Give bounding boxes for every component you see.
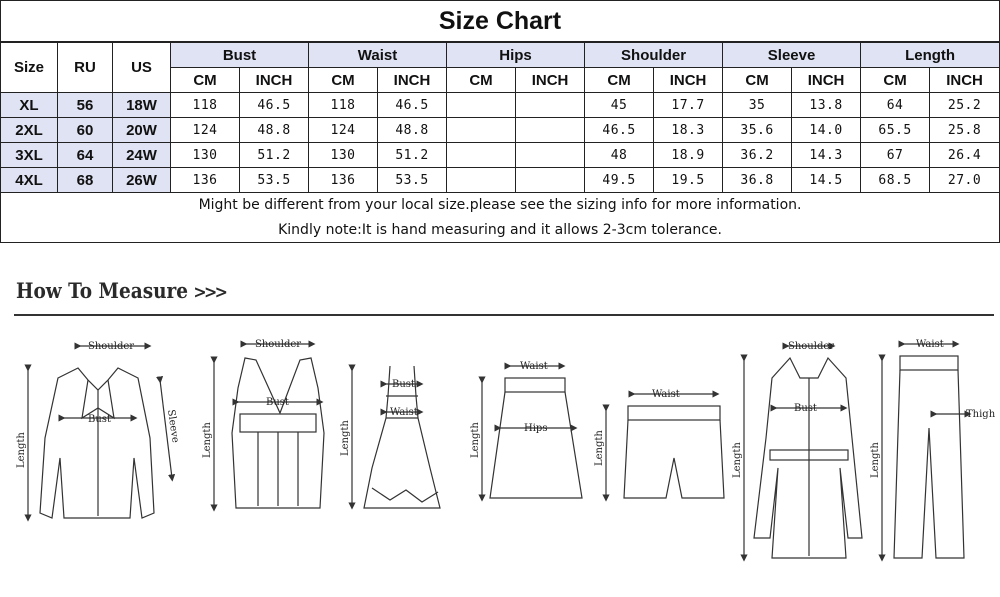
shoulder-inch-cell: 19.5 [654,168,723,193]
size-header: Size [1,43,58,93]
waist-inch-cell: 46.5 [378,93,447,118]
unit-cm: CM [447,68,516,93]
garment-illustrations [0,318,1000,597]
waist-cm-cell: 130 [309,143,378,168]
unit-inch: INCH [516,68,585,93]
hips-inch-cell [516,168,585,193]
hips-cm-cell [447,93,516,118]
sleeve-inch-cell: 14.0 [792,118,861,143]
us-cell: 20W [113,118,171,143]
shoulder-inch-cell: 18.3 [654,118,723,143]
label-length: Length [202,422,213,458]
sleeve-cm-cell: 35.6 [723,118,792,143]
shoulder-inch-cell: 18.9 [654,143,723,168]
unit-inch: INCH [240,68,309,93]
label-length: Length [870,442,881,478]
waist-inch-cell: 51.2 [378,143,447,168]
length-inch-cell: 26.4 [930,143,1000,168]
hips-header: Hips [447,43,585,68]
coat-figure [744,346,862,558]
how-to-measure-title [16,278,225,303]
waist-header: Waist [309,43,447,68]
ru-cell: 60 [58,118,113,143]
label-length: Length [16,432,27,468]
label-bust: Bust [88,414,111,425]
waist-cm-cell: 124 [309,118,378,143]
us-cell: 26W [113,168,171,193]
unit-cm: CM [171,68,240,93]
hips-inch-cell [516,143,585,168]
note-row [1,193,1000,218]
shoulder-cm-cell: 48 [585,143,654,168]
bust-inch-cell: 51.2 [240,143,309,168]
table-row [1,143,1000,168]
label-waist: Waist [520,361,548,372]
hips-cm-cell [447,168,516,193]
ru-cell: 56 [58,93,113,118]
sleeve-cm-cell: 36.2 [723,143,792,168]
length-header: Length [861,43,1000,68]
how-to-measure-section [0,248,1000,597]
table-row [1,168,1000,193]
ru-cell: 64 [58,143,113,168]
hips-inch-cell [516,118,585,143]
size-cell: XL [1,93,58,118]
section-divider [14,314,994,316]
label-length: Length [732,442,743,478]
us-cell: 24W [113,143,171,168]
length-cm-cell: 68.5 [861,168,930,193]
how-to-measure-heading: How To Measure [16,278,189,303]
label-bust: Bust [392,379,415,390]
sleeve-header: Sleeve [723,43,861,68]
hips-inch-cell [516,93,585,118]
unit-cm: CM [309,68,378,93]
table-row [1,93,1000,118]
hips-cm-cell [447,118,516,143]
blouse-figure [28,346,172,518]
shoulder-cm-cell: 49.5 [585,168,654,193]
unit-inch: INCH [930,68,1000,93]
sleeve-cm-cell: 36.8 [723,168,792,193]
length-inch-cell: 25.2 [930,93,1000,118]
waist-inch-cell: 48.8 [378,118,447,143]
bust-header: Bust [171,43,309,68]
label-length: Length [470,422,481,458]
label-bust: Bust [266,397,289,408]
table-row [1,118,1000,143]
label-shoulder: Shoulder [88,341,135,352]
group-header-row [1,43,1000,68]
sleeve-inch-cell: 14.5 [792,168,861,193]
waist-cm-cell: 118 [309,93,378,118]
shoulder-header: Shoulder [585,43,723,68]
label-bust: Bust [794,403,817,414]
unit-inch: INCH [792,68,861,93]
size-cell: 3XL [1,143,58,168]
length-inch-cell: 25.8 [930,118,1000,143]
size-chart-title: Size Chart [0,0,1000,42]
shoulder-cm-cell: 46.5 [585,118,654,143]
shoulder-inch-cell: 17.7 [654,93,723,118]
bust-cm-cell: 130 [171,143,240,168]
triple-chevron-icon: >>> [193,282,226,303]
bust-inch-cell: 53.5 [240,168,309,193]
label-hips: Hips [524,423,548,434]
note-tolerance: Kindly note:It is hand measuring and it allows 2-3cm tolerance. [1,218,1000,243]
hips-cm-cell [447,143,516,168]
ru-cell: 68 [58,168,113,193]
unit-inch: INCH [378,68,447,93]
unit-cm: CM [723,68,792,93]
label-shoulder: Shoulder [255,339,302,350]
label-waist: Waist [916,339,944,350]
length-cm-cell: 64 [861,93,930,118]
bust-inch-cell: 48.8 [240,118,309,143]
tank-top-figure [214,344,324,508]
length-cm-cell: 65.5 [861,118,930,143]
note-local-size: Might be different from your local size.please see the sizing info for more information. [1,193,1000,218]
length-cm-cell: 67 [861,143,930,168]
unit-cm: CM [861,68,930,93]
bust-cm-cell: 136 [171,168,240,193]
label-waist: Waist [652,389,680,400]
label-length: Length [340,420,351,456]
label-waist: Waist [390,407,418,418]
sleeve-inch-cell: 13.8 [792,93,861,118]
unit-inch: INCH [654,68,723,93]
length-inch-cell: 27.0 [930,168,1000,193]
shoulder-cm-cell: 45 [585,93,654,118]
unit-cm: CM [585,68,654,93]
size-cell: 2XL [1,118,58,143]
sleeve-cm-cell: 35 [723,93,792,118]
sleeve-inch-cell: 14.3 [792,143,861,168]
note-row [1,218,1000,243]
bust-inch-cell: 46.5 [240,93,309,118]
label-length: Length [594,430,605,466]
us-cell: 18W [113,93,171,118]
waist-cm-cell: 136 [309,168,378,193]
bust-cm-cell: 124 [171,118,240,143]
pants-figure [882,344,968,558]
waist-inch-cell: 53.5 [378,168,447,193]
size-chart-table [0,42,1000,243]
label-thigh: Thigh [966,409,996,420]
label-shoulder: Shoulder [788,341,835,352]
measurement-figures [0,318,1000,597]
size-cell: 4XL [1,168,58,193]
us-header: US [113,43,171,93]
bust-cm-cell: 118 [171,93,240,118]
ru-header: RU [58,43,113,93]
label-sleeve: Sleeve [165,408,181,444]
shorts-figure [606,394,724,498]
